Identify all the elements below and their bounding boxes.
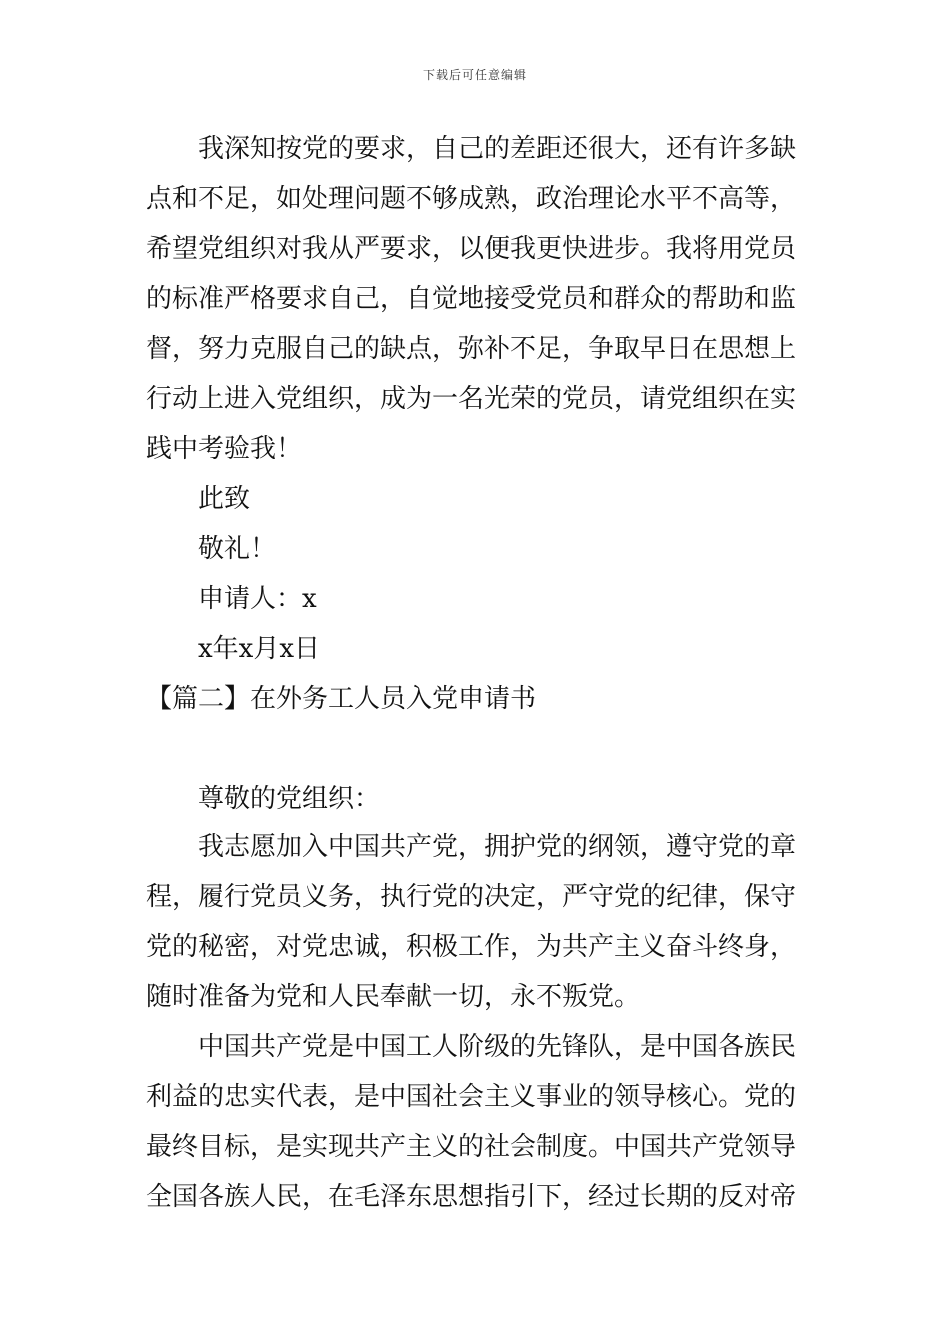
paragraph-line: 随时准备为党和人民奉献一切，永不叛党。	[146, 982, 641, 1012]
date-line: x年x月x日	[198, 634, 320, 664]
paragraph-line: 我志愿加入中国共产党，拥护党的纲领，遵守党的章	[198, 832, 797, 862]
paragraph-line: 行动上进入党组织，成为一名光荣的党员，请党组织在实	[146, 384, 797, 414]
paragraph-line: 践中考验我！	[146, 434, 303, 464]
applicant-line: 申请人：x	[198, 584, 317, 614]
closing-regards: 敬礼！	[198, 534, 277, 564]
paragraph-line: 我深知按党的要求，自己的差距还很大，还有许多缺	[198, 134, 797, 164]
paragraph-line: 的标准严格要求自己，自觉地接受党员和群众的帮助和监	[146, 284, 797, 314]
paragraph-line: 中国共产党是中国工人阶级的先锋队，是中国各族民	[198, 1032, 797, 1062]
page-header: 下载后可任意编辑	[422, 68, 527, 82]
paragraph-line: 希望党组织对我从严要求，以便我更快进步。我将用党员	[146, 234, 797, 264]
paragraph-line: 最终目标，是实现共产主义的社会制度。中国共产党领导	[146, 1132, 797, 1162]
greeting-line: 尊敬的党组织：	[198, 784, 381, 814]
paragraph-line: 督，努力克服自己的缺点，弥补不足，争取早日在思想上	[146, 334, 797, 364]
paragraph-line: 利益的忠实代表，是中国社会主义事业的领导核心。党的	[146, 1082, 797, 1112]
closing-salutation: 此致	[198, 484, 251, 514]
paragraph-line: 全国各族人民，在毛泽东思想指引下，经过长期的反对帝	[146, 1182, 797, 1212]
paragraph-line: 点和不足，如处理问题不够成熟，政治理论水平不高等，	[146, 184, 797, 214]
paragraph-line: 程，履行党员义务，执行党的决定，严守党的纪律，保守	[146, 882, 797, 912]
section-title: 【篇二】在外务工人员入党申请书	[146, 684, 537, 714]
paragraph-line: 党的秘密，对党忠诚，积极工作，为共产主义奋斗终身，	[146, 932, 797, 962]
